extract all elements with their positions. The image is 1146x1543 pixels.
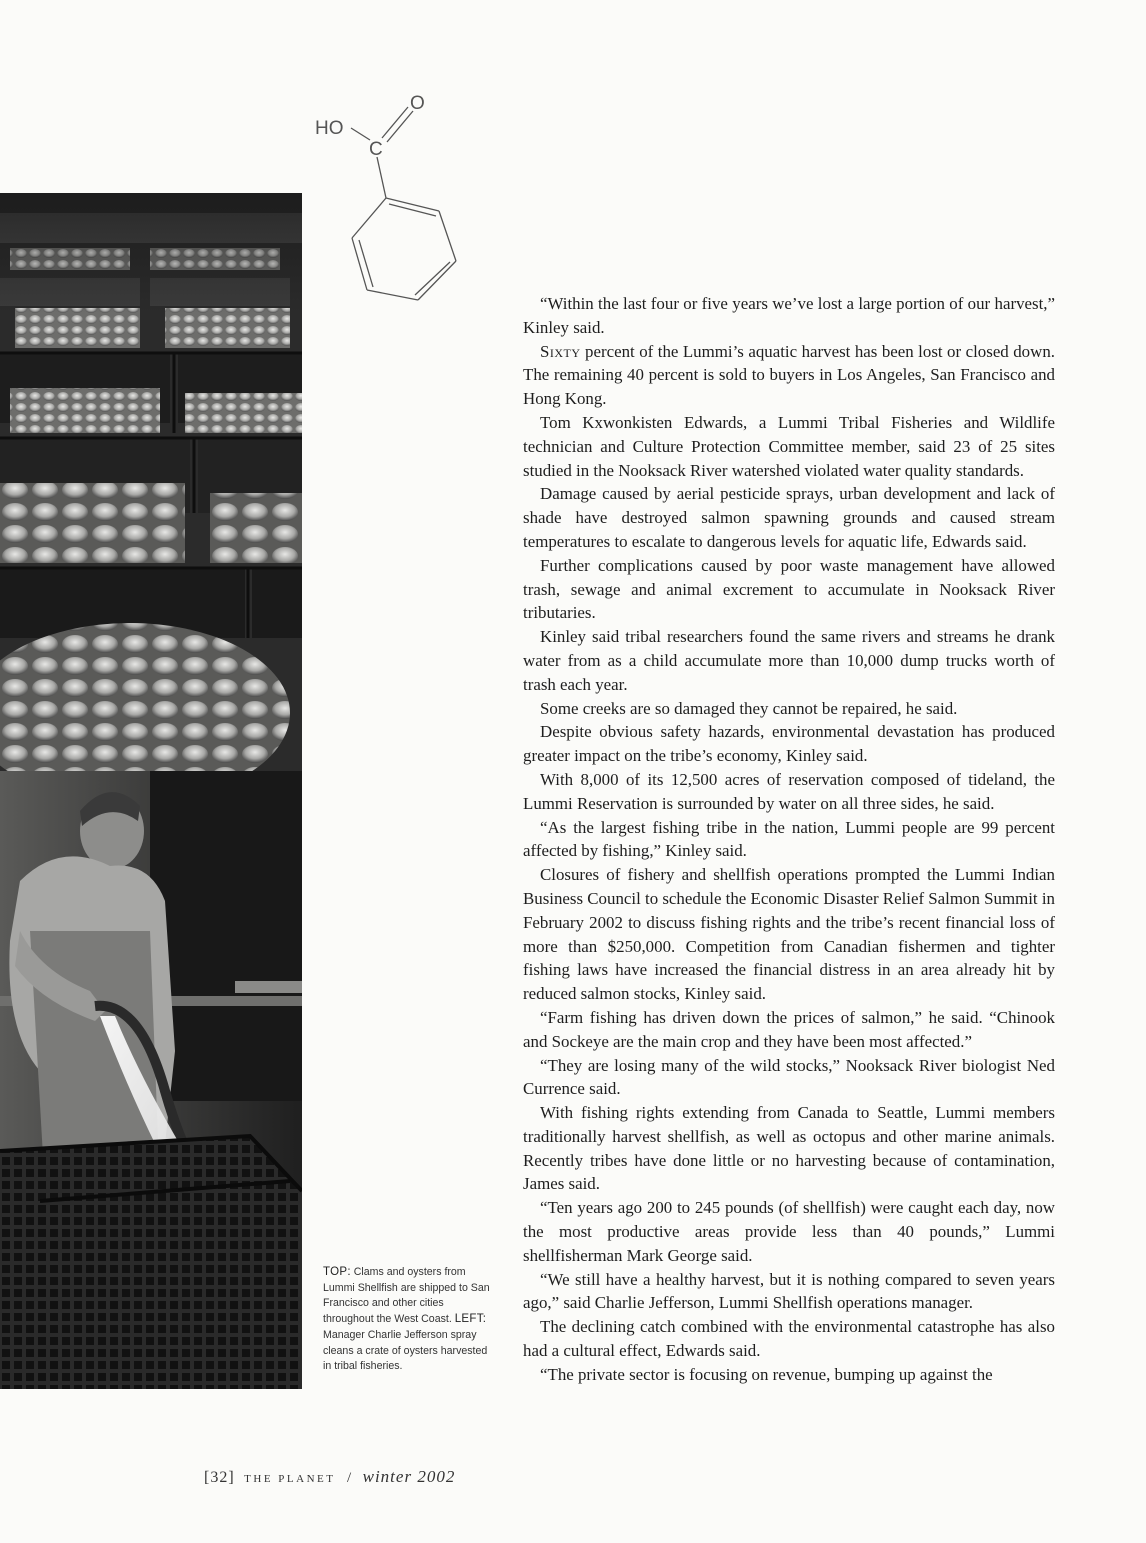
photo-oyster-crates	[0, 193, 302, 771]
article-paragraph: Damage caused by aerial pesticide sprays, urban development and lack of shade have destroyed salmon spawning grounds and caused stream temperatures to escalate to dangerous levels for aquatic life, Edwards said.	[523, 484, 1055, 551]
molecule-structure	[300, 80, 480, 305]
article-paragraph: “The private sector is focusing on revenue, bumping up against the	[540, 1364, 993, 1384]
article-paragraph: “Ten years ago 200 to 245 pounds (of shellfish) were caught each day, now the most productive areas provide less than 40 pounds,” Lummi shellfisherman Mark George said.	[523, 1198, 1055, 1265]
article-paragraph: Closures of fishery and shellfish operations prompted the Lummi Indian Business Council to schedule the Economic Disaster Relief Salmon Summit in February 2002 to discuss fishing rights and the tribe’s recent financial loss of more than $250,000. Competition from Canadian fishermen and tighter fishing laws have increased the financial distress in an area already hit by reduced salmon stocks, Kinley said.	[523, 865, 1055, 1004]
article-paragraph: “Farm fishing has driven down the prices of salmon,” he said. “Chinook and Sockeye are the main crop and they have been most affected.”	[523, 1007, 1055, 1051]
article-body	[523, 292, 1055, 1387]
article-paragraph: Further complications caused by poor waste management have allowed trash, sewage and animal excrement to accumulate in Nooksack River tributaries.	[523, 555, 1055, 623]
article-paragraph: “They are losing many of the wild stocks,” Nooksack River biologist Ned Currence said.	[523, 1055, 1055, 1099]
molecule-label-c: C	[369, 139, 383, 160]
photo-manager-spraying	[0, 771, 302, 1389]
magazine-name: THE PLANET	[244, 1473, 336, 1485]
oyster-crates-image	[0, 193, 302, 771]
caption-left-lead: LEFT:	[454, 1313, 487, 1326]
page-folio	[204, 1467, 504, 1487]
manager-spraying-image	[0, 771, 302, 1389]
issue-season: winter 2002	[362, 1467, 456, 1486]
article-paragraph: Some creeks are so damaged they cannot be repaired, he said.	[540, 698, 958, 718]
article-paragraph: “Within the last four or five years we’ve lost a large portion of our harvest,” Kinley said.	[523, 294, 1055, 337]
photo-caption	[323, 1265, 493, 1375]
article-paragraph: Kinley said tribal researchers found the same rivers and streams he drank water from as a child accumulate more than 10,000 dump trucks worth of trash each year.	[523, 627, 1055, 694]
article-paragraph: With fishing rights extending from Canada to Seattle, Lummi members traditionally harvest shellfish, as well as octopus and other marine animals. Recently tribes have done little or no harvesting because of contamination, James said.	[523, 1103, 1055, 1194]
article-paragraph: “As the largest fishing tribe in the nation, Lummi people are 99 percent affected by fishing,” Kinley said.	[523, 817, 1055, 861]
article-paragraph: The declining catch combined with the environmental catastrophe has also had a cultural effect, Edwards said.	[523, 1317, 1055, 1361]
molecule-label-o: O	[410, 93, 425, 114]
caption-top-lead: TOP:	[323, 1266, 351, 1278]
caption-left-text: Manager Charlie Jefferson spray cleans a crate of oysters harvested in tribal fisheries.	[323, 1328, 488, 1373]
article-paragraph: Tom Kxwonkisten Edwards, a Lummi Tribal Fisheries and Wildlife technician and Culture Protection Committee member, said 23 of 25 sites studied in the Nooksack River watershed violated water quality standards.	[523, 412, 1055, 480]
article-paragraph: With 8,000 of its 12,500 acres of reservation composed of tideland, the Lummi Reservation is surrounded by water on all three sides, he said.	[523, 769, 1055, 813]
article-paragraph: Despite obvious safety hazards, environmental devastation has produced greater impact on the tribe’s economy, Kinley said.	[523, 722, 1055, 766]
benzoic-acid-diagram	[300, 80, 480, 305]
article-paragraph: “We still have a healthy harvest, but it is nothing compared to seven years ago,” said Charlie Jefferson, Lummi Shellfish operations manager.	[523, 1269, 1055, 1313]
article-paragraph-text: percent of the Lummi’s aquatic harvest has been lost or closed down. The remaining 40 percent is sold to buyers in Los Angeles, San Francisco and Hong Kong.	[523, 341, 1055, 409]
page-number: [32]	[204, 1469, 235, 1486]
caption-top-text: Clams and oysters from Lummi Shellfish are shipped to San Francisco and other cities throughout the West Coast.	[323, 1266, 490, 1326]
folio-separator: /	[346, 1470, 352, 1486]
article-paragraph	[523, 340, 1055, 411]
article-paragraph-lead: Sixty	[540, 341, 581, 361]
molecule-label-ho: HO	[315, 118, 344, 139]
